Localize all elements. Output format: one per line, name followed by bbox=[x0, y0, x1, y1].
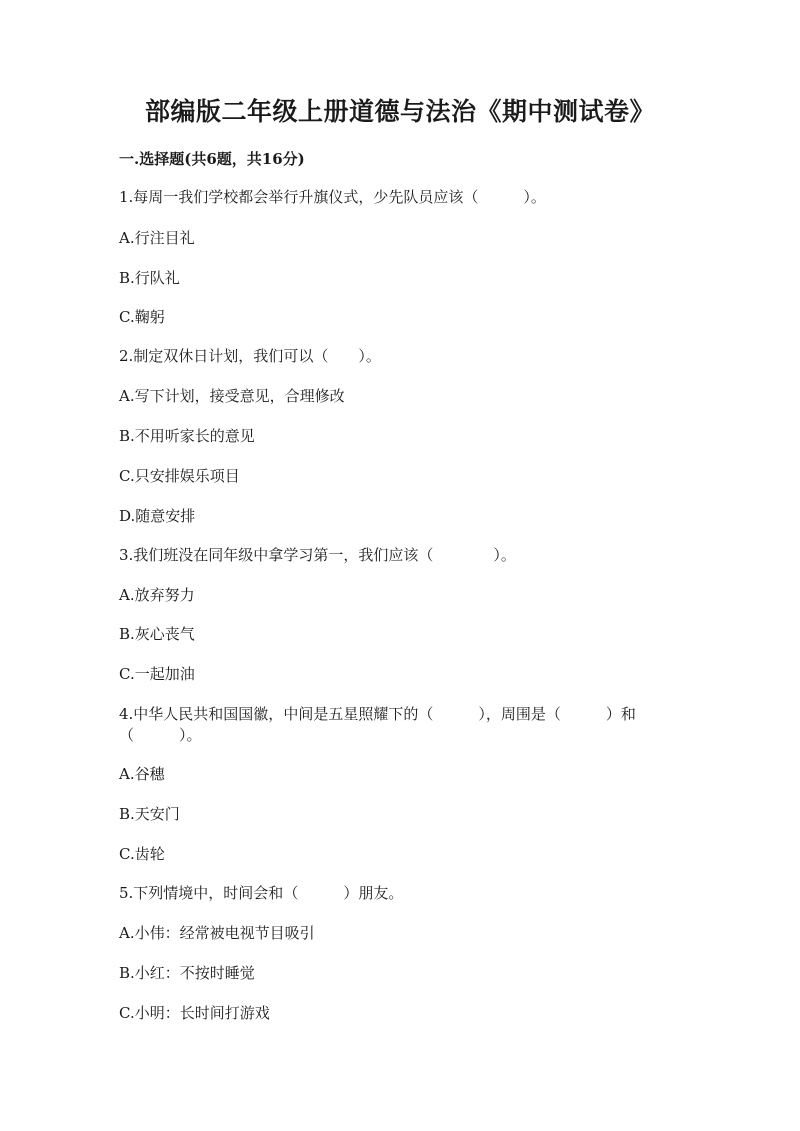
question-3-stem: 3.我们班没在同年级中拿学习第一，我们应该（ ）。 bbox=[119, 546, 516, 564]
question-4-option-a: A.谷穗 bbox=[119, 765, 165, 783]
question-4-option-b: B.天安门 bbox=[119, 805, 180, 823]
question-5-option-c: C.小明：长时间打游戏 bbox=[119, 1004, 270, 1022]
question-4-option-c: C.齿轮 bbox=[119, 845, 165, 863]
question-1-option-a: A.行注目礼 bbox=[119, 229, 195, 247]
question-1-option-b: B.行队礼 bbox=[119, 269, 180, 287]
question-2-option-b: B.不用听家长的意见 bbox=[119, 427, 255, 445]
question-3-option-b: B.灰心丧气 bbox=[119, 625, 195, 643]
question-4-stem-line-2: （ ）。 bbox=[119, 726, 202, 744]
question-4-stem-line-1: 4.中华人民共和国国徽，中间是五星照耀下的（ ），周围是（ ）和 bbox=[119, 705, 636, 723]
question-2-option-c: C.只安排娱乐项目 bbox=[119, 467, 240, 485]
question-3-option-c: C.一起加油 bbox=[119, 665, 195, 683]
question-2-option-a: A.写下计划，接受意见，合理修改 bbox=[119, 387, 345, 405]
question-2-option-d: D.随意安排 bbox=[119, 507, 196, 525]
question-5-option-a: A.小伟：经常被电视节目吸引 bbox=[119, 924, 315, 942]
section-heading: 一.选择题(共6题，共16分) bbox=[119, 150, 305, 168]
question-5-stem: 5.下列情境中，时间会和（ ）朋友。 bbox=[119, 884, 404, 902]
exam-title: 部编版二年级上册道德与法治《期中测试卷》 bbox=[144, 97, 655, 126]
question-1-stem: 1.每周一我们学校都会举行升旗仪式，少先队员应该（ ）。 bbox=[119, 188, 546, 206]
question-5-option-b: B.小红：不按时睡觉 bbox=[119, 964, 255, 982]
question-1-option-c: C.鞠躬 bbox=[119, 308, 165, 326]
question-3-option-a: A.放弃努力 bbox=[119, 586, 195, 604]
question-2-stem: 2.制定双休日计划，我们可以（ ）。 bbox=[119, 347, 381, 365]
